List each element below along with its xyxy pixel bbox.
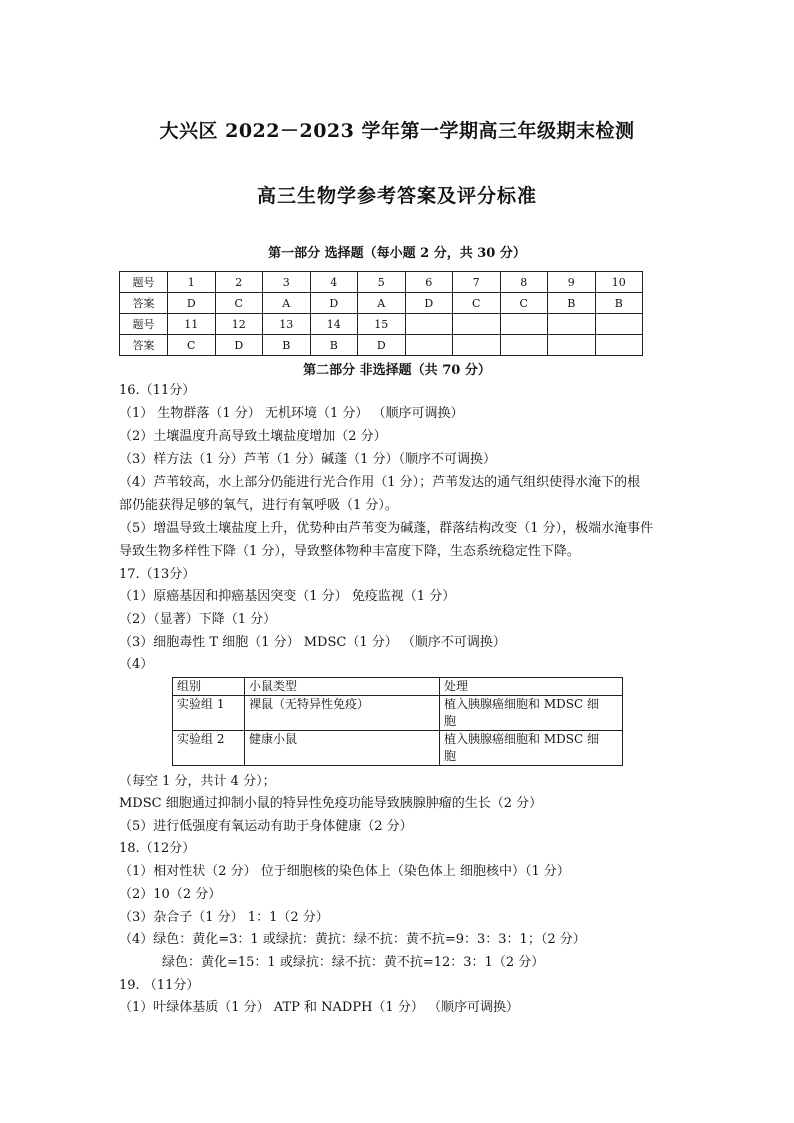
treatment-cell — [440, 731, 623, 766]
q17-line: （1）原癌基因和抑癌基因突变（1 分） 免疫监视（1 分） — [119, 589, 456, 604]
part2-heading: 第二部分 非选择题（共 70 分） — [303, 363, 491, 378]
answer-cell: B — [310, 335, 358, 356]
document-title: 大兴区 2022－2023 学年第一学期高三年级期末检测 — [159, 120, 635, 142]
row-label: 答案 — [120, 293, 168, 314]
question-number — [595, 314, 643, 335]
q18-line: （1）相对性状（2 分） 位于细胞核的染色体上（染色体上 细胞核中）（1 分） — [119, 864, 570, 879]
answer-cell: A — [358, 293, 406, 314]
row-label: 题号 — [120, 314, 168, 335]
table-row — [120, 314, 643, 335]
answer-cell: D — [168, 293, 216, 314]
q16-line: （5）增温导致土壤盐度上升，优势种由芦苇变为碱蓬，群落结构改变（1 分），极端水淹事件 — [119, 521, 654, 536]
q18-line: （3）杂合子（1 分） 1：1（2 分） — [119, 910, 329, 925]
question-number: 4 — [310, 272, 358, 293]
q16-line: 导致生物多样性下降（1 分），导致整体物种丰富度下降，生态系统稳定性下降。 — [119, 544, 580, 559]
q19-heading: 19. （11分） — [119, 978, 200, 993]
group-cell: 实验组 1 — [173, 696, 245, 731]
answer-cell: B — [263, 335, 311, 356]
question-number: 15 — [358, 314, 406, 335]
treatment-cell — [440, 696, 623, 731]
question-number — [405, 314, 453, 335]
answer-cell: C — [453, 293, 501, 314]
question-number: 10 — [595, 272, 643, 293]
question-number: 2 — [215, 272, 263, 293]
row-label: 答案 — [120, 335, 168, 356]
q16-line: 部仍能获得足够的氧气，进行有氧呼吸（1 分）。 — [119, 498, 398, 513]
column-header: 组别 — [173, 678, 245, 696]
treatment-text: 植入胰腺癌细胞和 MDSC 细 — [444, 697, 599, 711]
answer-cell: A — [263, 293, 311, 314]
table-row — [173, 678, 623, 696]
q16-line: （1） 生物群落（1 分） 无机环境（1 分） （顺序可调换） — [119, 406, 464, 421]
q18-line: 绿色：黄化=15：1 或绿抗：绿不抗：黄不抗=12：3：1（2 分） — [162, 955, 545, 970]
q18-line: （4）绿色：黄化=3：1 或绿抗：黄抗：绿不抗：黄不抗=9：3：3：1；（2 分） — [119, 932, 586, 947]
treatment-text: 植入胰腺癌细胞和 MDSC 细 — [444, 732, 599, 746]
q18-line: （2）10（2 分） — [119, 887, 222, 902]
row-label: 题号 — [120, 272, 168, 293]
question-number: 9 — [548, 272, 596, 293]
experiment-group-table — [172, 677, 623, 766]
answer-cell: D — [358, 335, 406, 356]
question-number: 12 — [215, 314, 263, 335]
q17-line: （3）细胞毒性 T 细胞（1 分） MDSC（1 分） （顺序不可调换） — [119, 635, 506, 650]
q17-heading: 17.（13分） — [119, 567, 196, 582]
answer-cell: D — [310, 293, 358, 314]
question-number: 5 — [358, 272, 406, 293]
question-number — [548, 314, 596, 335]
question-number — [453, 314, 501, 335]
q18-heading: 18.（12分） — [119, 841, 196, 856]
q16-line: （2）土壤温度升高导致土壤盐度增加（2 分） — [119, 429, 387, 444]
answer-cell: D — [215, 335, 263, 356]
table-row — [173, 731, 623, 766]
question-number: 11 — [168, 314, 216, 335]
q17-line: （4） — [119, 657, 154, 672]
answer-cell: C — [500, 293, 548, 314]
q16-line: （3）样方法（1 分）芦苇（1 分）碱蓬（1 分）（顺序不可调换） — [119, 452, 496, 467]
question-number: 13 — [263, 314, 311, 335]
part1-heading: 第一部分 选择题（每小题 2 分，共 30 分） — [268, 246, 526, 261]
q19-line: （1）叶绿体基质（1 分） ATP 和 NADPH（1 分） （顺序可调换） — [119, 1000, 519, 1015]
q16-heading: 16.（11分） — [119, 383, 196, 398]
answer-cell — [453, 335, 501, 356]
mouse-type-cell: 裸鼠（无特异性免疫） — [245, 696, 440, 731]
question-number — [500, 314, 548, 335]
question-number: 14 — [310, 314, 358, 335]
answer-cell: C — [168, 335, 216, 356]
answer-cell — [595, 335, 643, 356]
q17-line: （2）（显著）下降（1 分） — [119, 612, 277, 627]
answer-cell: B — [548, 293, 596, 314]
table-row — [120, 335, 643, 356]
question-number: 3 — [263, 272, 311, 293]
document-subtitle: 高三生物学参考答案及评分标准 — [256, 185, 537, 207]
question-number: 7 — [453, 272, 501, 293]
answer-cell: D — [405, 293, 453, 314]
column-header: 处理 — [440, 678, 623, 696]
treatment-text: 胞 — [444, 749, 457, 763]
table-row — [173, 696, 623, 731]
answer-cell — [405, 335, 453, 356]
table-row — [120, 293, 643, 314]
mouse-type-cell: 健康小鼠 — [245, 731, 440, 766]
column-header: 小鼠类型 — [245, 678, 440, 696]
q17-line: MDSC 细胞通过抑制小鼠的特异性免疫功能导致胰腺肿瘤的生长（2 分） — [119, 796, 543, 811]
answer-cell: B — [595, 293, 643, 314]
question-number: 8 — [500, 272, 548, 293]
question-number: 6 — [405, 272, 453, 293]
answer-cell — [548, 335, 596, 356]
mcq-answer-table — [119, 271, 643, 356]
treatment-text: 胞 — [444, 714, 457, 728]
question-number: 1 — [168, 272, 216, 293]
answer-cell: C — [215, 293, 263, 314]
q16-line: （4）芦苇较高，水上部分仍能进行光合作用（1 分）；芦苇发达的通气组织使得水淹下的根 — [119, 475, 641, 490]
answer-cell — [500, 335, 548, 356]
q17-line: （每空 1 分，共计 4 分）； — [119, 774, 276, 789]
group-cell: 实验组 2 — [173, 731, 245, 766]
q17-line: （5）进行低强度有氧运动有助于身体健康（2 分） — [119, 819, 413, 834]
table-row — [120, 272, 643, 293]
